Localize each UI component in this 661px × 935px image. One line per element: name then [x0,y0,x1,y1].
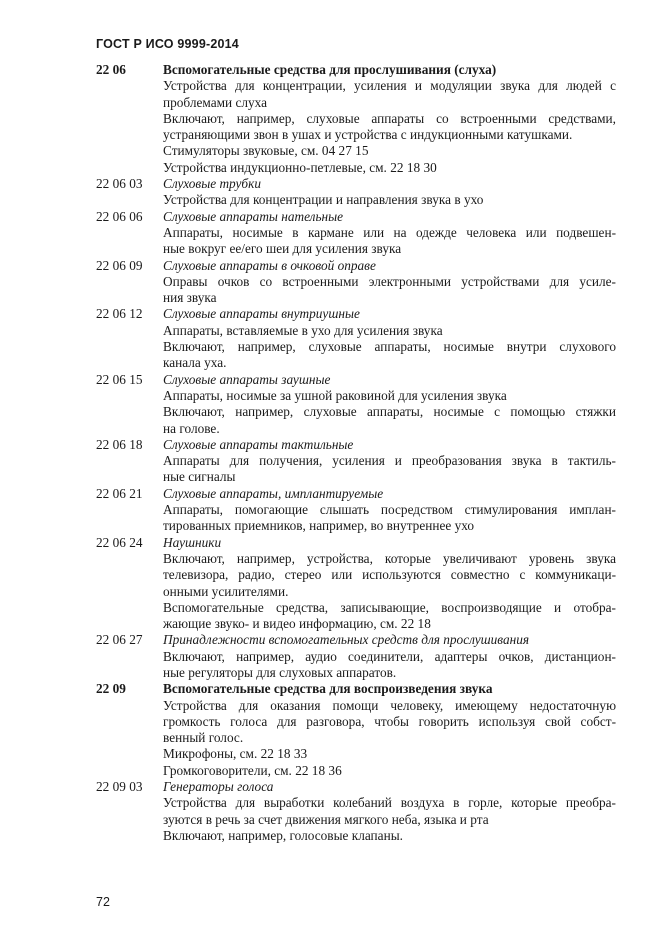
entry-title: Слуховые аппараты внутриушные [163,306,360,322]
entry-code: 22 06 09 [96,257,143,273]
entry-body [163,306,616,371]
entry-code: 22 06 24 [96,534,143,550]
classification-entry [96,535,616,633]
entry-text-line: Устройства для выработки колебаний воздуха в горле, которые преобра- [163,795,616,811]
entry-code: 22 06 03 [96,176,143,192]
entry-code: 22 06 18 [96,436,143,452]
standard-header: ГОСТ Р ИСО 9999-2014 [96,37,239,51]
entry-text-line: Аппараты для получения, усиления и преобразования звука в тактиль- [163,453,616,469]
entry-code: 22 06 15 [96,371,143,387]
entry-text-line: Включают, например, голосовые клапаны. [163,827,403,843]
entry-text-line: Громкоговорители, см. 22 18 36 [163,762,342,778]
entry-text-line: Включают, например, аудио соединители, адаптеры очков, дистанцион- [163,648,616,664]
entry-text-line: проблемами слуха [163,94,268,110]
entry-body [163,779,616,844]
classification-entry [96,681,616,779]
entry-body [163,62,616,176]
entry-text-line: онными усилителями. [163,583,289,599]
entry-text-line: канала уха. [163,355,227,371]
entry-body [163,209,616,258]
entry-text-line: ные вокруг ее/его шеи для усиления звука [163,241,402,257]
entry-text-line: жающие звуко- и видео информацию, см. 22 18 [163,616,431,632]
page-number: 72 [96,895,110,909]
entry-text-line: Включают, например, устройства, которые увеличивают уровень звука [163,550,616,566]
entry-title: Слуховые аппараты, имплантируемые [163,485,384,501]
entry-body [163,372,616,437]
entry-title: Слуховые трубки [163,176,261,192]
entry-text-line: Аппараты, вставляемые в ухо для усиления звука [163,322,443,338]
entry-code: 22 06 12 [96,306,143,322]
entry-text-line: Устройства индукционно-петлевые, см. 22 18 30 [163,159,437,175]
entry-title: Вспомогательные средства для прослушивания (слуха) [163,62,497,77]
classification-entry [96,779,616,844]
entry-text-line: Устройства для концентрации и направления звука в ухо [163,192,484,208]
entry-title: Наушники [163,534,222,550]
entry-body [163,486,616,535]
entry-title: Слуховые аппараты в очковой оправе [163,257,376,273]
entry-text-line: Микрофоны, см. 22 18 33 [163,746,308,762]
classification-entry [96,632,616,681]
entry-text-line: громкость голоса для разговора, чтобы говорить используя свой собст- [163,713,616,729]
entry-body [163,632,616,681]
entry-text-line: Включают, например, слуховые аппараты, носимые с помощью стяжки [163,404,616,420]
classification-list [96,62,616,844]
entry-body [163,437,616,486]
entry-code: 22 09 [96,681,126,697]
entry-text-line: Устройства для оказания помощи человеку, имеющему недостаточную [163,697,616,713]
entry-text-line: телевизора, радио, стерео или используются совместно с коммуникаци- [163,567,616,583]
entry-text-line: ные сигналы [163,469,236,485]
entry-text-line: Стимуляторы звуковые, см. 04 27 15 [163,143,369,159]
classification-entry [96,258,616,307]
entry-text-line: устраняющими звон в ушах и устройства с индукционными катушками. [163,127,573,143]
classification-entry [96,62,616,176]
entry-text-line: ния звука [163,290,217,306]
classification-entry [96,486,616,535]
entry-text-line: Аппараты, помогающие слышать посредством стимулирования имплан- [163,502,616,518]
entry-body [163,176,616,209]
entry-code: 22 06 06 [96,208,143,224]
entry-title: Слуховые аппараты тактильные [163,436,354,452]
entry-code: 22 09 03 [96,779,143,795]
entry-text-line: тированных приемников, например, во внутреннее ухо [163,518,475,534]
entry-text-line: Включают, например, слуховые аппараты со встроенными средствами, [163,110,616,126]
entry-text-line: зуются в речь за счет движения мягкого неба, языка и рта [163,811,489,827]
entry-title: Генераторы голоса [163,779,274,795]
entry-text-line: Включают, например, слуховые аппараты, носимые внутри слухового [163,339,616,355]
entry-text-line: венный голос. [163,730,244,746]
entry-body [163,681,616,779]
entry-body [163,535,616,633]
classification-entry [96,437,616,486]
entry-code: 22 06 21 [96,485,143,501]
entry-text-line: Устройства для концентрации, усиления и модуляции звука для людей с [163,78,616,94]
classification-entry [96,372,616,437]
classification-entry [96,209,616,258]
entry-text-line: ные регуляторы для слуховых аппаратов. [163,664,397,680]
entry-body [163,258,616,307]
entry-text-line: Вспомогательные средства, записывающие, воспроизводящие и отобра- [163,599,616,615]
entry-code: 22 06 [96,62,126,77]
classification-entry [96,306,616,371]
entry-text-line: Аппараты, носимые в кармане или на одежде человека или подвешен- [163,224,616,240]
entry-code: 22 06 27 [96,632,143,648]
entry-text-line: на голове. [163,420,220,436]
entry-title: Слуховые аппараты заушные [163,371,331,387]
entry-text-line: Оправы очков со встроенными электронными устройствами для усиле- [163,273,616,289]
classification-entry [96,176,616,209]
entry-text-line: Аппараты, носимые за ушной раковиной для усиления звука [163,387,507,403]
entry-title: Принадлежности вспомогательных средств для прослушивания [163,632,530,648]
entry-title: Слуховые аппараты нательные [163,208,344,224]
entry-title: Вспомогательные средства для воспроизведения звука [163,681,493,697]
